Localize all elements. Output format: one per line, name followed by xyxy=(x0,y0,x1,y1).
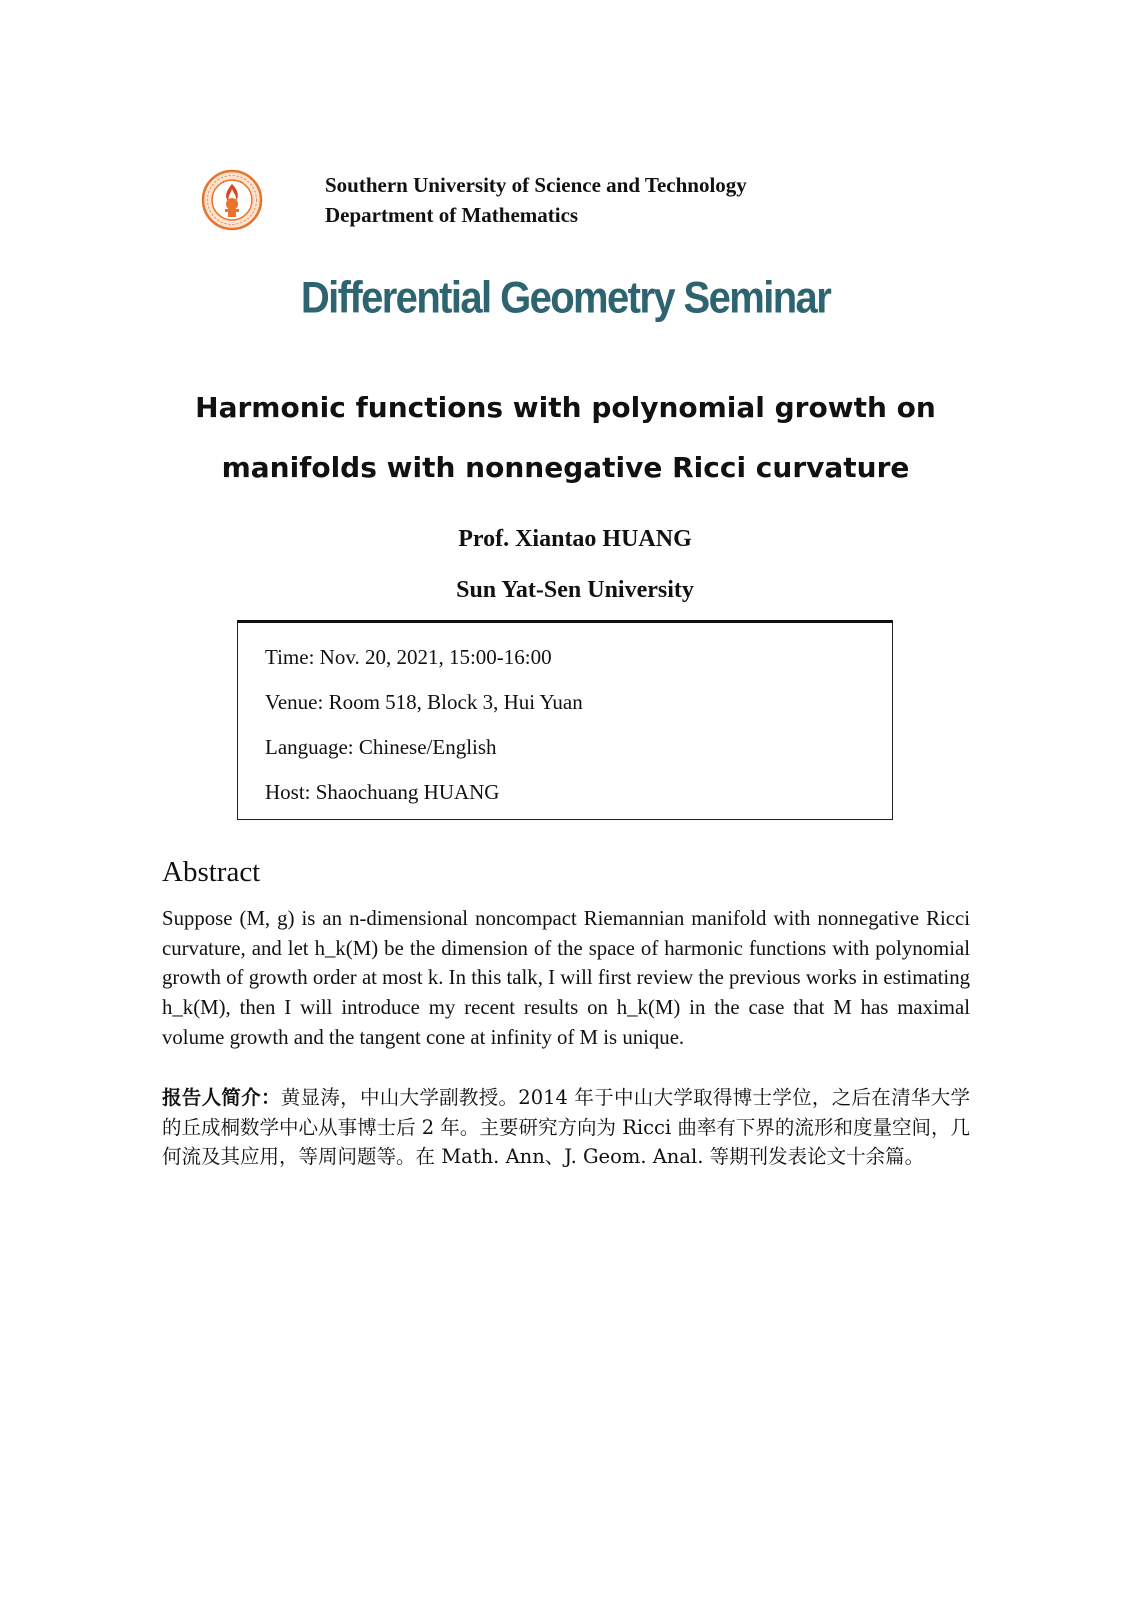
event-time: Time: Nov. 20, 2021, 15:00-16:00 xyxy=(265,645,552,669)
speaker-bio xyxy=(162,1083,970,1172)
speaker-name: Prof. Xiantao HUANG xyxy=(458,526,692,552)
university-logo xyxy=(201,169,263,231)
department-name: Department of Mathematics xyxy=(325,203,579,227)
abstract-heading: Abstract xyxy=(162,856,261,888)
talk-title-line-1: Harmonic functions with polynomial growth on xyxy=(195,391,936,424)
speaker-block xyxy=(0,514,1131,616)
talk-title-line-2: manifolds with nonnegative Ricci curvature xyxy=(221,451,910,484)
talk-title xyxy=(0,378,1131,498)
event-details-box xyxy=(237,620,893,820)
bio-label: 报告人简介： xyxy=(162,1086,281,1109)
seminar-series-title: Differential Geometry Seminar xyxy=(300,273,831,323)
event-language: Language: Chinese/English xyxy=(265,735,497,759)
event-venue: Venue: Room 518, Block 3, Hui Yuan xyxy=(265,690,583,714)
bio-text: 黄显涛，中山大学副教授。2014 年于中山大学取得博士学位，之后在清华大学的丘成桐数学中心从事博士后 2 年。主要研究方向为 Ricci 曲率有下界的流形和度量空间，几何流及其应用，等周问题等。在 Math. Ann、J. Geom. Anal. 等期刊发表论文十余篇。 xyxy=(162,1086,970,1169)
event-host: Host: Shaochuang HUANG xyxy=(265,780,500,804)
university-name: Southern University of Science and Technology xyxy=(325,173,747,197)
institution-header xyxy=(325,170,747,230)
speaker-affiliation: Sun Yat-Sen University xyxy=(456,577,694,603)
abstract-text: Suppose (M, g) is an n-dimensional noncompact Riemannian manifold with nonnegative Ricci curvature, and let h_k(M) be the dimension of the space of harmonic functions with polynomial growth of growth order at most k. In this talk, I will first review the previous works in estimating h_k(M), then I will introduce my recent results on h_k(M) in the case that M has maximal volume growth and the tangent cone at infinity of M is unique. xyxy=(162,907,970,1049)
